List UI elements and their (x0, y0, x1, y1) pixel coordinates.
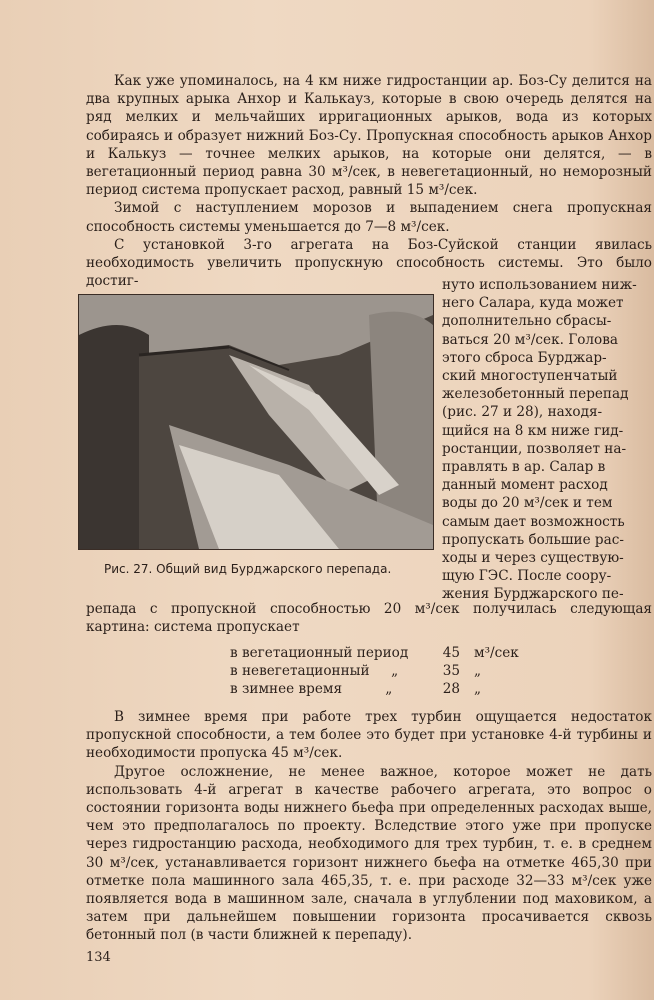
side-line: этого сброса Бурджар- (442, 349, 607, 366)
side-line: щийся на 8 км ниже гид- (442, 422, 624, 439)
side-line: дополнительно сбрасы- (442, 313, 612, 330)
side-line: пропускать большие рас- (442, 531, 624, 548)
paragraph-3: С установкой 3-го агрегата на Боз-Суйской станции явилась необходимость увеличить пропускную способность системы. Это было достиг- (86, 236, 652, 290)
ditto-mark: „ (385, 681, 393, 698)
period-label: в невегетационный „ (230, 663, 399, 680)
page-number: 134 (86, 950, 111, 965)
unit: „ (474, 663, 482, 680)
unit: „ (474, 681, 482, 698)
side-line: ростанции, позволяет на- (442, 440, 627, 457)
paragraph-2: Зимой с наступлением морозов и выпадением снега пропускная способность системы уменьшается до 7—8 м³/сек. (86, 200, 652, 235)
value: 45 (442, 645, 460, 661)
side-line: воды до 20 м³/сек и тем (442, 495, 613, 512)
after-figure-text: репада с пропускной способностью 20 м³/сек получилась следующая картина: система пропускает (86, 601, 652, 636)
side-line: него Салара, куда может (442, 295, 624, 312)
side-line: ходы и через существую- (442, 550, 624, 567)
side-line: данный момент расход (442, 477, 608, 494)
side-line: ваться 20 м³/сек. Голова (442, 331, 618, 348)
table-row (230, 644, 550, 662)
unit: м³/сек (474, 645, 519, 661)
ditto-mark: „ (391, 663, 399, 680)
paragraph-4: В зимнее время при работе трех турбин ощущается недостаток пропускной способности, а тем более это будет при установке 4-й турбины и необходимости пропуска 45 м³/сек. (86, 709, 652, 762)
side-line: жения Бурджарского пе- (442, 586, 624, 603)
value: 28 (442, 681, 460, 698)
value: 35 (442, 663, 460, 680)
side-line: (рис. 27 и 28), находя- (442, 404, 603, 421)
photo-burdzhar-drop (79, 295, 433, 549)
table-row (230, 680, 550, 698)
flow-table (230, 644, 550, 699)
table-row (230, 662, 550, 680)
side-text-column (442, 276, 652, 604)
paragraph-5: Другое осложнение, не менее важное, которое может не дать использовать 4-й агрегат в качестве рабочего агрегата, это вопрос о состоянии горизонта воды нижнего бьефа при определенных расходах выше, чем это предполагалось по проекту. Вследствие этого уже при пропуске через гидростанцию расхода, необходимого для трех турбин, т. е. в среднем 30 м³/сек, устанавливается горизонт нижнего бьефа на отметке 465,30 при отметке пола машинного зала 465,35, т. е. при расходе 32—33 м³/сек уже появляется вода в машинном зале, сначала в углублении под маховиком, а затем при дальнейшем повышении горизонта просачивается сквозь бетонный пол (в части ближней к перепаду). (86, 763, 652, 944)
side-line: железобетонный перепад (442, 386, 629, 403)
figure-photo (78, 294, 434, 550)
side-line: нуто использованием ниж- (442, 277, 637, 293)
paragraph-1: Как уже упоминалось, на 4 км ниже гидростанции ар. Боз-Су делится на два крупных арыка Анхор и Калькауз, которые в свою очередь делятся на ряд мелких и мельчайших ирригационных арыков, вода из которых собираясь и образует нижний Боз-Су. Пропускная способность арыков Анхор и Калькуз — точнее мелких арыков, на которые они делятся, — в вегетационный период равна 30 м³/сек, в невегетационный, но неморозный период система пропускает расход, равный 15 м³/сек. (86, 73, 652, 199)
period-label: в вегетационный период (230, 645, 409, 661)
top-text-block (86, 72, 652, 290)
side-line: самым дает возможность (442, 513, 625, 530)
side-line: щую ГЭС. После соору- (442, 568, 612, 585)
side-line: правлять в ар. Салар в (442, 459, 606, 476)
period-label: в зимнее время „ (230, 681, 393, 698)
bottom-text-block (86, 708, 652, 945)
figure-caption: Рис. 27. Общий вид Бурджарского перепада. (104, 562, 392, 576)
side-line: ский многоступенчатый (442, 368, 618, 385)
